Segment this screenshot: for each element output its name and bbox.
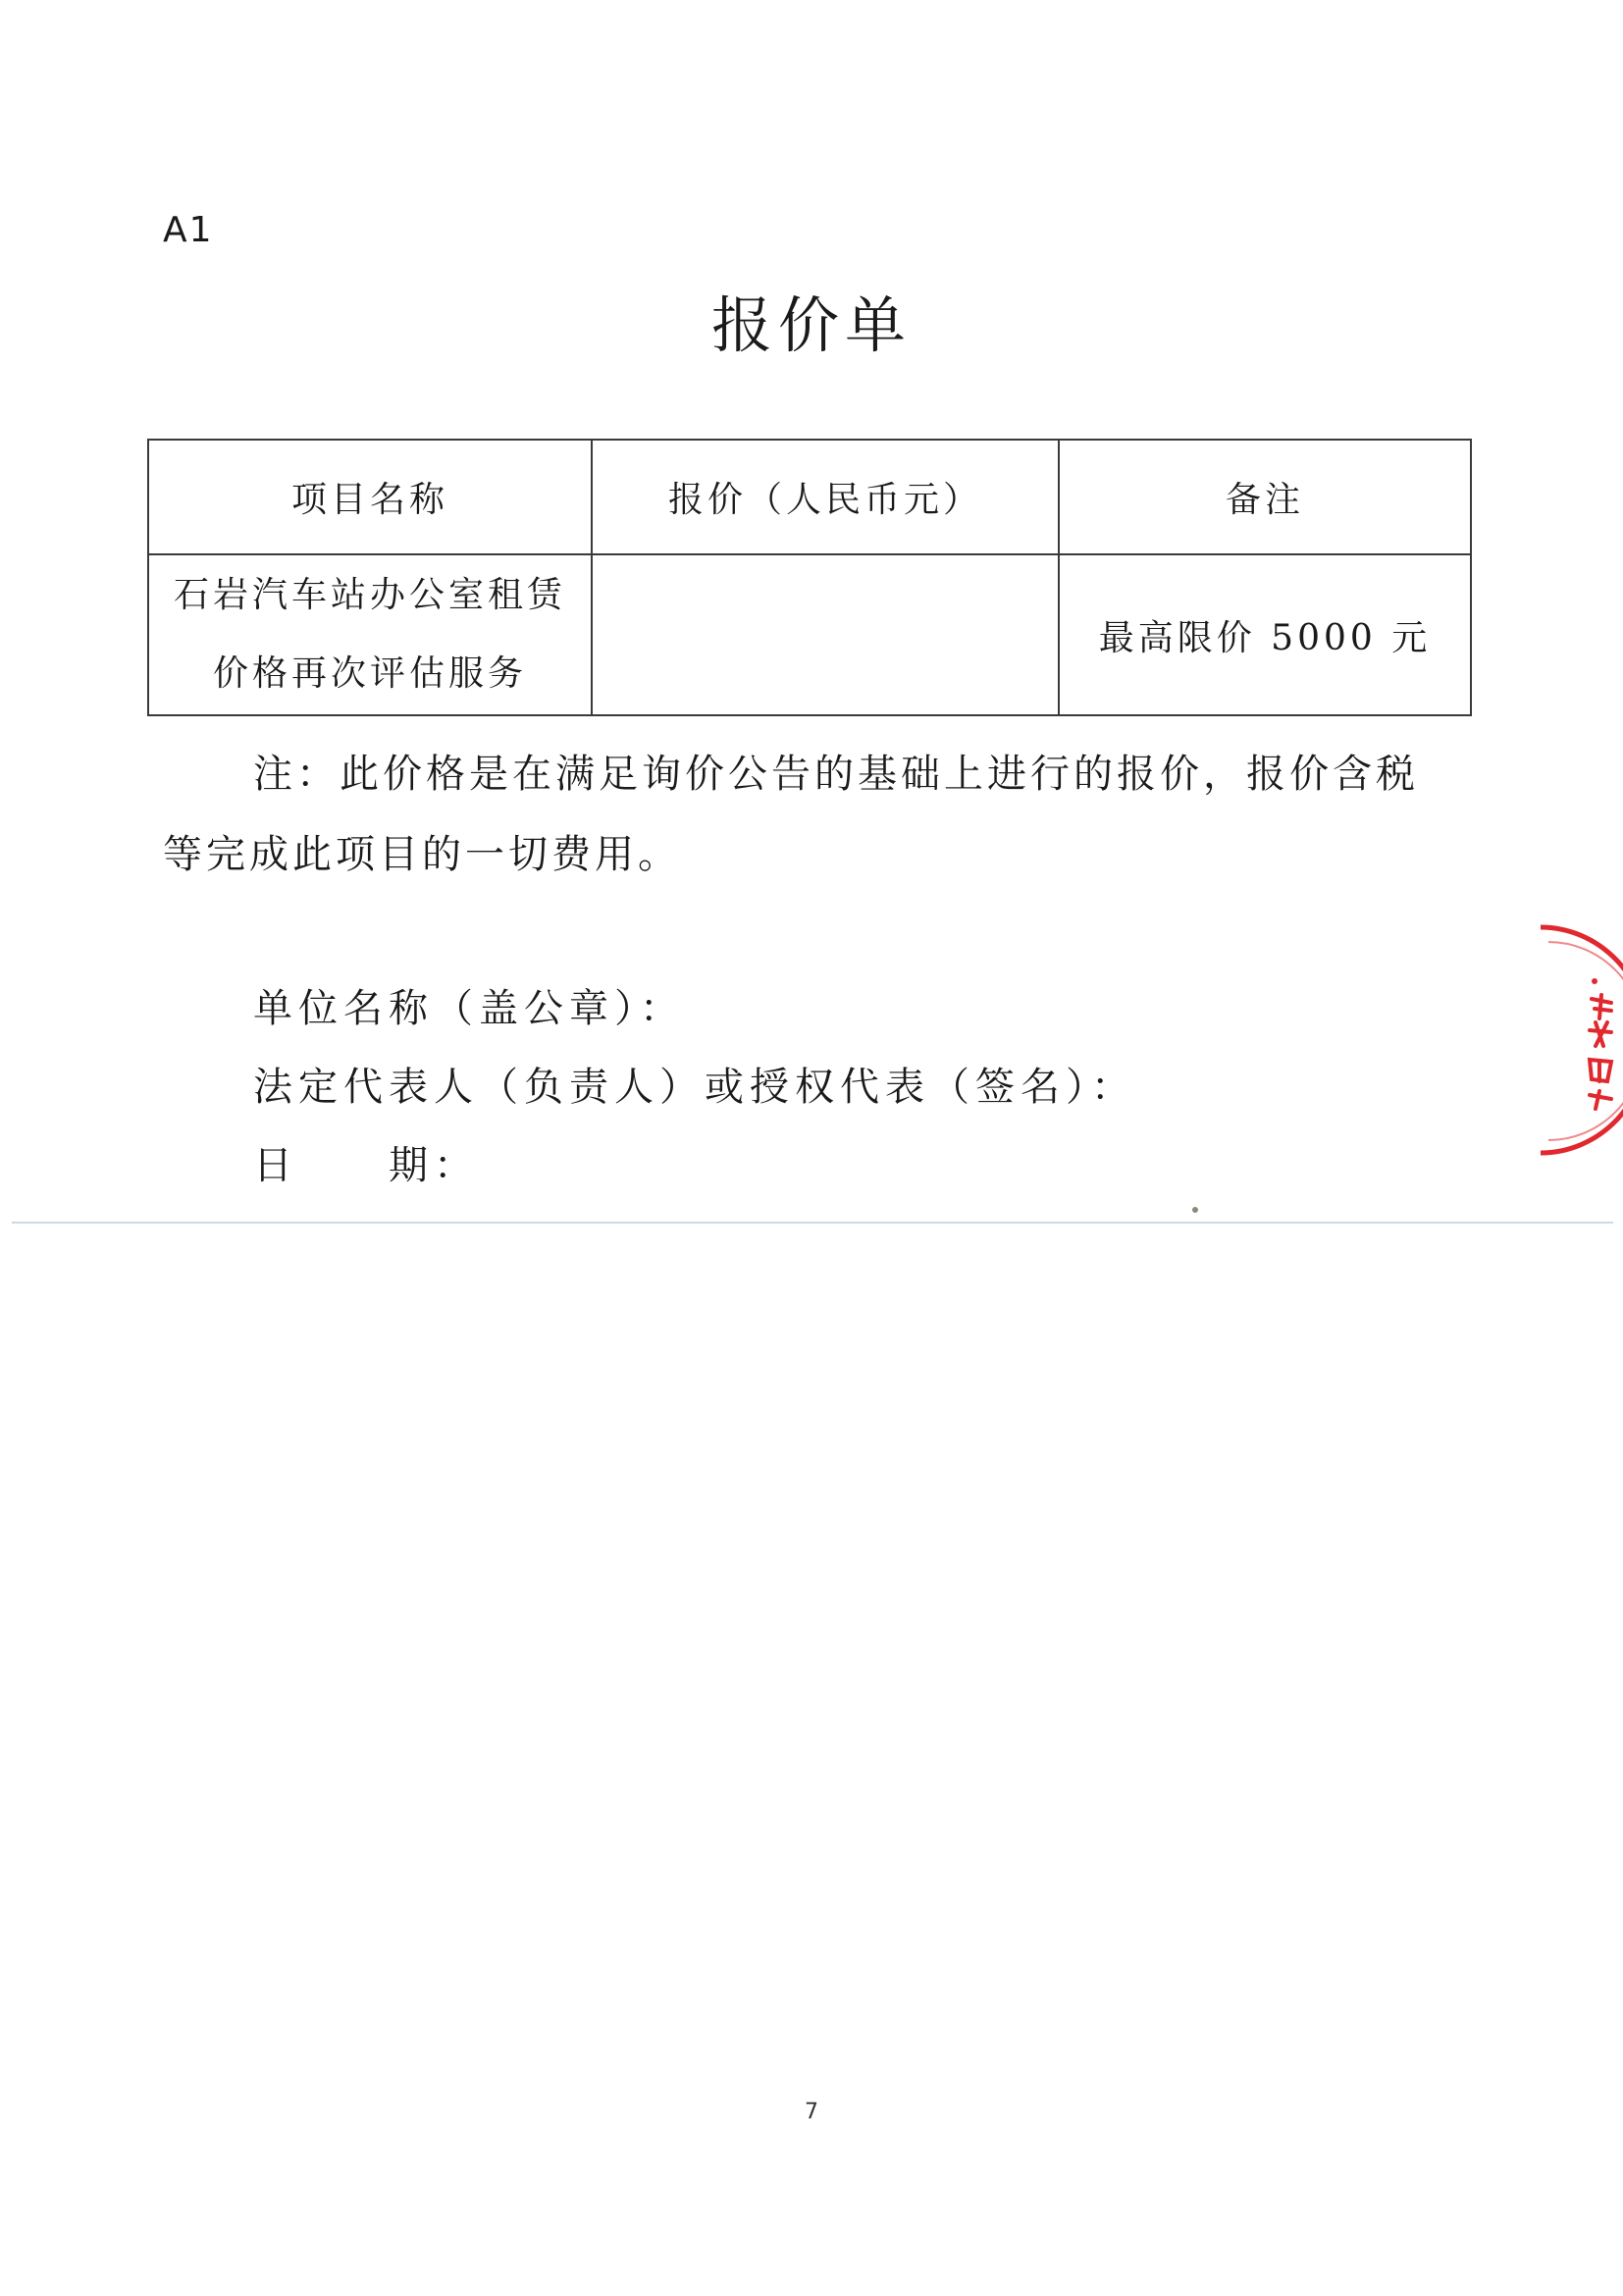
cell-quote[interactable] — [592, 554, 1059, 715]
project-name-line2: 价格再次评估服务 — [212, 653, 527, 694]
document-code: A1 — [163, 210, 214, 250]
page-divider — [12, 1222, 1613, 1224]
seal-graphic — [1501, 913, 1623, 1168]
table-header-row — [148, 440, 1471, 554]
representative-label: 法定代表人（负责人）或授权代表（签名）： — [253, 1065, 1136, 1110]
date-label: 日 期： — [253, 1143, 479, 1188]
header-project-name: 项目名称 — [148, 440, 592, 554]
scan-speck — [1192, 1207, 1198, 1213]
unit-name-label: 单位名称（盖公章）： — [253, 986, 685, 1031]
page-number: 7 — [805, 2100, 818, 2124]
cell-project-name — [148, 554, 592, 715]
cell-remark: 最高限价 5000 元 — [1059, 554, 1471, 715]
project-name-text — [174, 556, 566, 713]
header-quote: 报价（人民币元） — [592, 440, 1059, 554]
quote-table — [147, 439, 1472, 716]
note-paragraph: 注：此价格是在满足询价公告的基础上进行的报价，报价含税等完成此项目的一切费用。 — [163, 752, 1419, 877]
company-seal — [1501, 913, 1623, 1168]
project-name-line1: 石岩汽车站办公室租赁 — [174, 575, 567, 615]
document-title: 报价单 — [710, 289, 912, 361]
header-remark: 备注 — [1059, 440, 1471, 554]
table-row — [148, 554, 1471, 715]
